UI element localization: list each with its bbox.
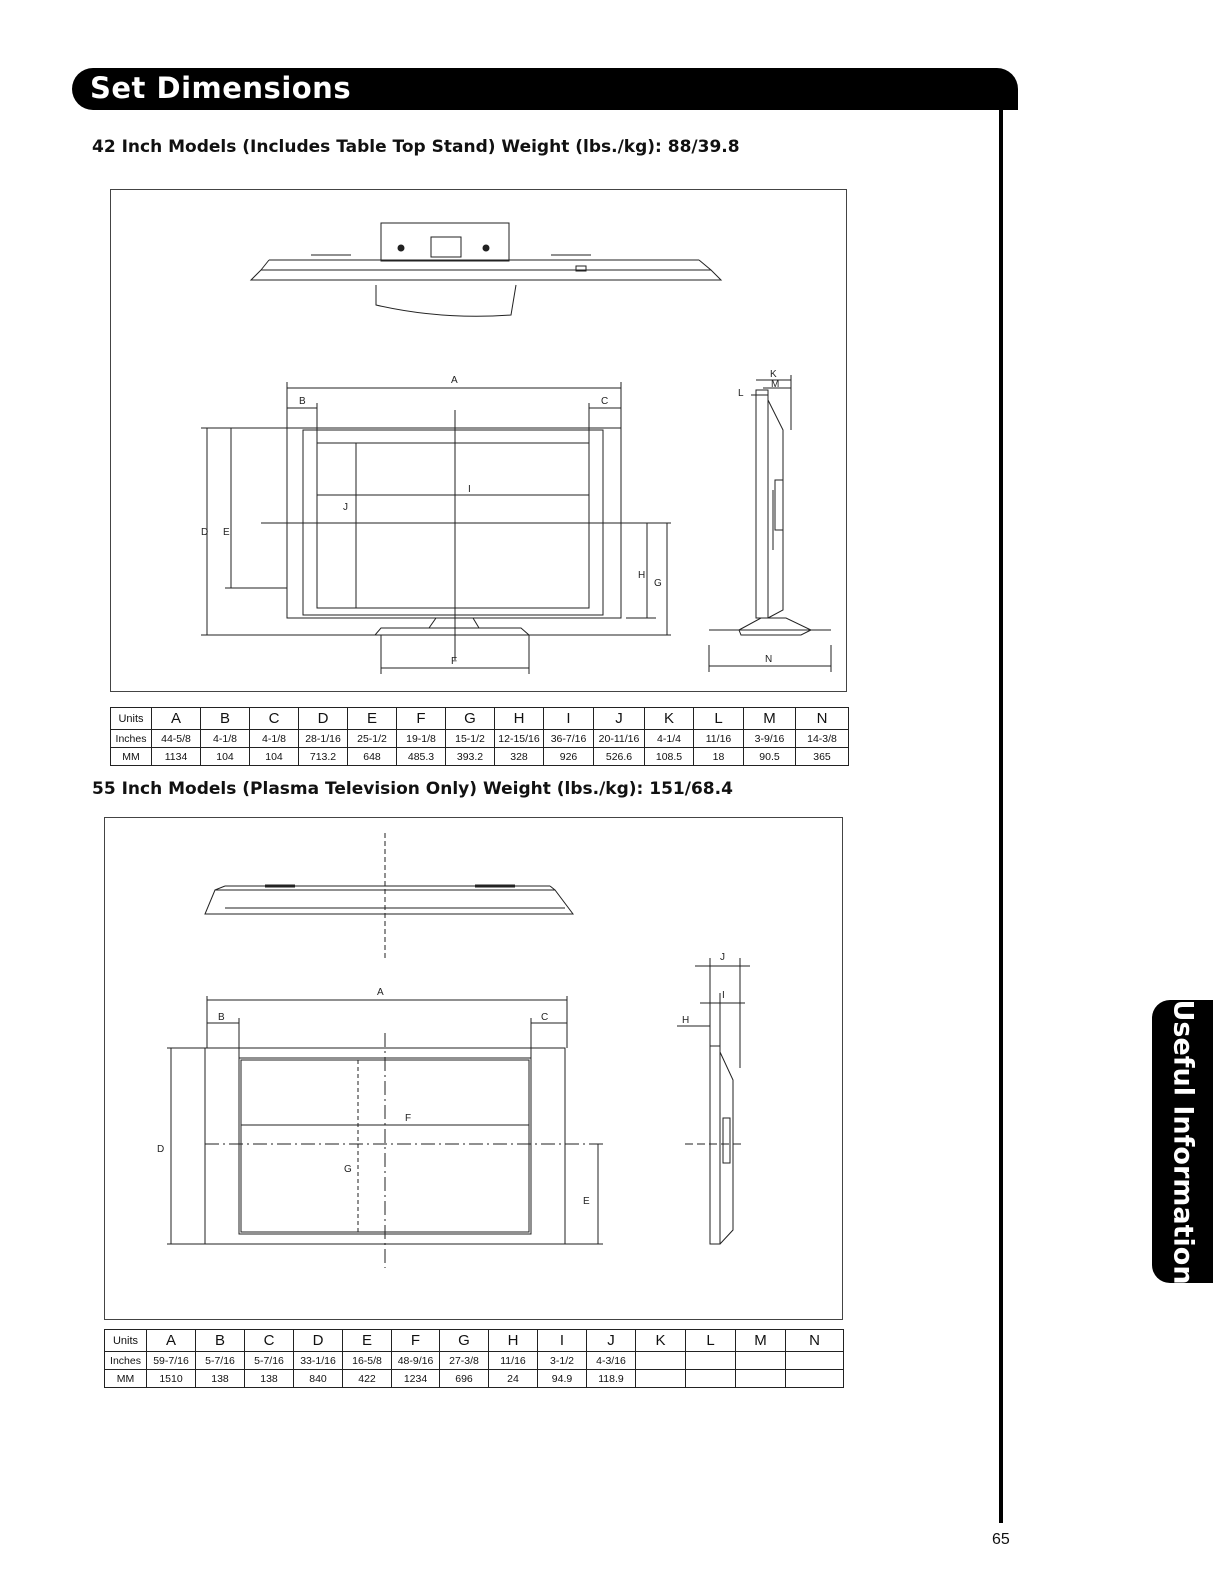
section1-drawing (110, 189, 847, 692)
table-row (111, 748, 849, 766)
side-tab (1152, 1000, 1213, 1283)
table-cell: 696 (440, 1370, 489, 1388)
header-cell: E (348, 708, 397, 730)
table-cell: 18 (694, 748, 744, 766)
table-cell: 19-1/8 (397, 730, 446, 748)
table-cell: 422 (343, 1370, 392, 1388)
label-L: L (738, 388, 744, 399)
table-cell (686, 1352, 736, 1370)
table-cell (736, 1352, 786, 1370)
table-cell (736, 1370, 786, 1388)
table-cell: MM (111, 748, 152, 766)
header-cell: I (544, 708, 594, 730)
header-cell: J (594, 708, 645, 730)
table-cell: 4-1/8 (201, 730, 250, 748)
tv42-diagram (111, 190, 846, 691)
table-cell: 3-1/2 (538, 1352, 587, 1370)
page-title: Set Dimensions (90, 71, 352, 105)
header-cell: M (744, 708, 796, 730)
label-I: I (722, 990, 725, 1001)
label-F: F (405, 1113, 412, 1124)
label-C: C (541, 1012, 549, 1023)
table-cell: Inches (105, 1352, 147, 1370)
header-cell: A (147, 1330, 196, 1352)
label-J: J (720, 952, 725, 963)
table-cell: 713.2 (299, 748, 348, 766)
header-cell: D (294, 1330, 343, 1352)
table-cell: 108.5 (645, 748, 694, 766)
table-cell (786, 1370, 844, 1388)
label-G: G (344, 1164, 352, 1175)
table-cell: 4-1/4 (645, 730, 694, 748)
table-cell: 27-3/8 (440, 1352, 489, 1370)
tv42-top-view (251, 223, 721, 316)
table-cell: Inches (111, 730, 152, 748)
label-E: E (583, 1196, 590, 1207)
label-N: N (765, 654, 773, 665)
table-cell: 138 (245, 1370, 294, 1388)
header-cell: C (245, 1330, 294, 1352)
label-I: I (468, 484, 471, 495)
label-F: F (451, 656, 458, 667)
header-cell: G (446, 708, 495, 730)
table-cell (786, 1352, 844, 1370)
table-header-row (105, 1330, 844, 1352)
label-H: H (638, 570, 646, 581)
table-cell: 3-9/16 (744, 730, 796, 748)
section2-heading: 55 Inch Models (Plasma Television Only) Weight (lbs./kg): 151/68.4 (92, 779, 733, 799)
table-cell: 365 (796, 748, 849, 766)
table-cell: 24 (489, 1370, 538, 1388)
label-H: H (682, 1015, 690, 1026)
table-cell: 485.3 (397, 748, 446, 766)
right-rule (999, 108, 1003, 1523)
header-cell: B (201, 708, 250, 730)
section1-table (110, 707, 849, 766)
side-tab-label: Useful Information (1167, 998, 1198, 1285)
table-cell: 33-1/16 (294, 1352, 343, 1370)
table-cell: 393.2 (446, 748, 495, 766)
table-cell (686, 1370, 736, 1388)
table-cell: 4-1/8 (250, 730, 299, 748)
label-A: A (377, 987, 384, 998)
header-cell: I (538, 1330, 587, 1352)
tv55-side-view (677, 958, 750, 1244)
table-cell: 5-7/16 (196, 1352, 245, 1370)
table-cell: 104 (250, 748, 299, 766)
header-cell: C (250, 708, 299, 730)
table-row (105, 1352, 844, 1370)
section2-table (104, 1329, 844, 1388)
table-cell: 5-7/16 (245, 1352, 294, 1370)
label-A: A (451, 375, 458, 386)
table-header-row (111, 708, 849, 730)
table-cell: 48-9/16 (392, 1352, 440, 1370)
table-cell: 840 (294, 1370, 343, 1388)
table-cell: 104 (201, 748, 250, 766)
table-row (105, 1370, 844, 1388)
label-E: E (223, 527, 230, 538)
header-cell: H (489, 1330, 538, 1352)
table-cell: 90.5 (744, 748, 796, 766)
header-cell: M (736, 1330, 786, 1352)
header-cell: N (796, 708, 849, 730)
table-cell: 36-7/16 (544, 730, 594, 748)
section1-heading: 42 Inch Models (Includes Table Top Stand) Weight (lbs./kg): 88/39.8 (92, 137, 740, 157)
label-G: G (654, 578, 662, 589)
section2-drawing (104, 817, 843, 1320)
table-cell: 16-5/8 (343, 1352, 392, 1370)
tv55-top-view (205, 833, 573, 958)
header-cell: Units (111, 708, 152, 730)
table-cell: 20-11/16 (594, 730, 645, 748)
table-cell: 138 (196, 1370, 245, 1388)
table-cell (636, 1352, 686, 1370)
header-cell: L (686, 1330, 736, 1352)
header-cell: J (587, 1330, 636, 1352)
header-cell: F (392, 1330, 440, 1352)
header-cell: L (694, 708, 744, 730)
table-cell: 1510 (147, 1370, 196, 1388)
header-cell: E (343, 1330, 392, 1352)
table-cell: 328 (495, 748, 544, 766)
table-cell: 118.9 (587, 1370, 636, 1388)
tv55-front-view (167, 996, 605, 1268)
table-cell: 4-3/16 (587, 1352, 636, 1370)
label-J: J (343, 502, 348, 513)
label-D: D (157, 1144, 165, 1155)
header-cell: G (440, 1330, 489, 1352)
label-K: K (770, 369, 777, 380)
table-cell: 14-3/8 (796, 730, 849, 748)
label-B: B (218, 1012, 225, 1023)
table-cell: 25-1/2 (348, 730, 397, 748)
label-M: M (771, 379, 780, 390)
table-cell: 926 (544, 748, 594, 766)
tv42-side-view (709, 375, 831, 672)
table-cell: 1134 (152, 748, 201, 766)
header-cell: K (645, 708, 694, 730)
table-cell: 28-1/16 (299, 730, 348, 748)
table-cell: 94.9 (538, 1370, 587, 1388)
tv55-diagram (105, 818, 842, 1319)
table-cell: 12-15/16 (495, 730, 544, 748)
table-cell: 59-7/16 (147, 1352, 196, 1370)
table-cell: MM (105, 1370, 147, 1388)
tv42-front-view (201, 382, 671, 674)
header-cell: Units (105, 1330, 147, 1352)
header-cell: B (196, 1330, 245, 1352)
table-cell: 44-5/8 (152, 730, 201, 748)
table-cell: 526.6 (594, 748, 645, 766)
table-cell: 648 (348, 748, 397, 766)
header-cell: F (397, 708, 446, 730)
label-C: C (601, 396, 609, 407)
header-cell: D (299, 708, 348, 730)
table-cell: 11/16 (489, 1352, 538, 1370)
header-cell: N (786, 1330, 844, 1352)
header-cell: K (636, 1330, 686, 1352)
table-row (111, 730, 849, 748)
table-cell: 15-1/2 (446, 730, 495, 748)
title-bar (72, 68, 1018, 110)
label-B: B (299, 396, 306, 407)
table-cell: 1234 (392, 1370, 440, 1388)
header-cell: A (152, 708, 201, 730)
label-D: D (201, 527, 209, 538)
header-cell: H (495, 708, 544, 730)
table-cell: 11/16 (694, 730, 744, 748)
page-number: 65 (992, 1531, 1010, 1548)
table-cell (636, 1370, 686, 1388)
